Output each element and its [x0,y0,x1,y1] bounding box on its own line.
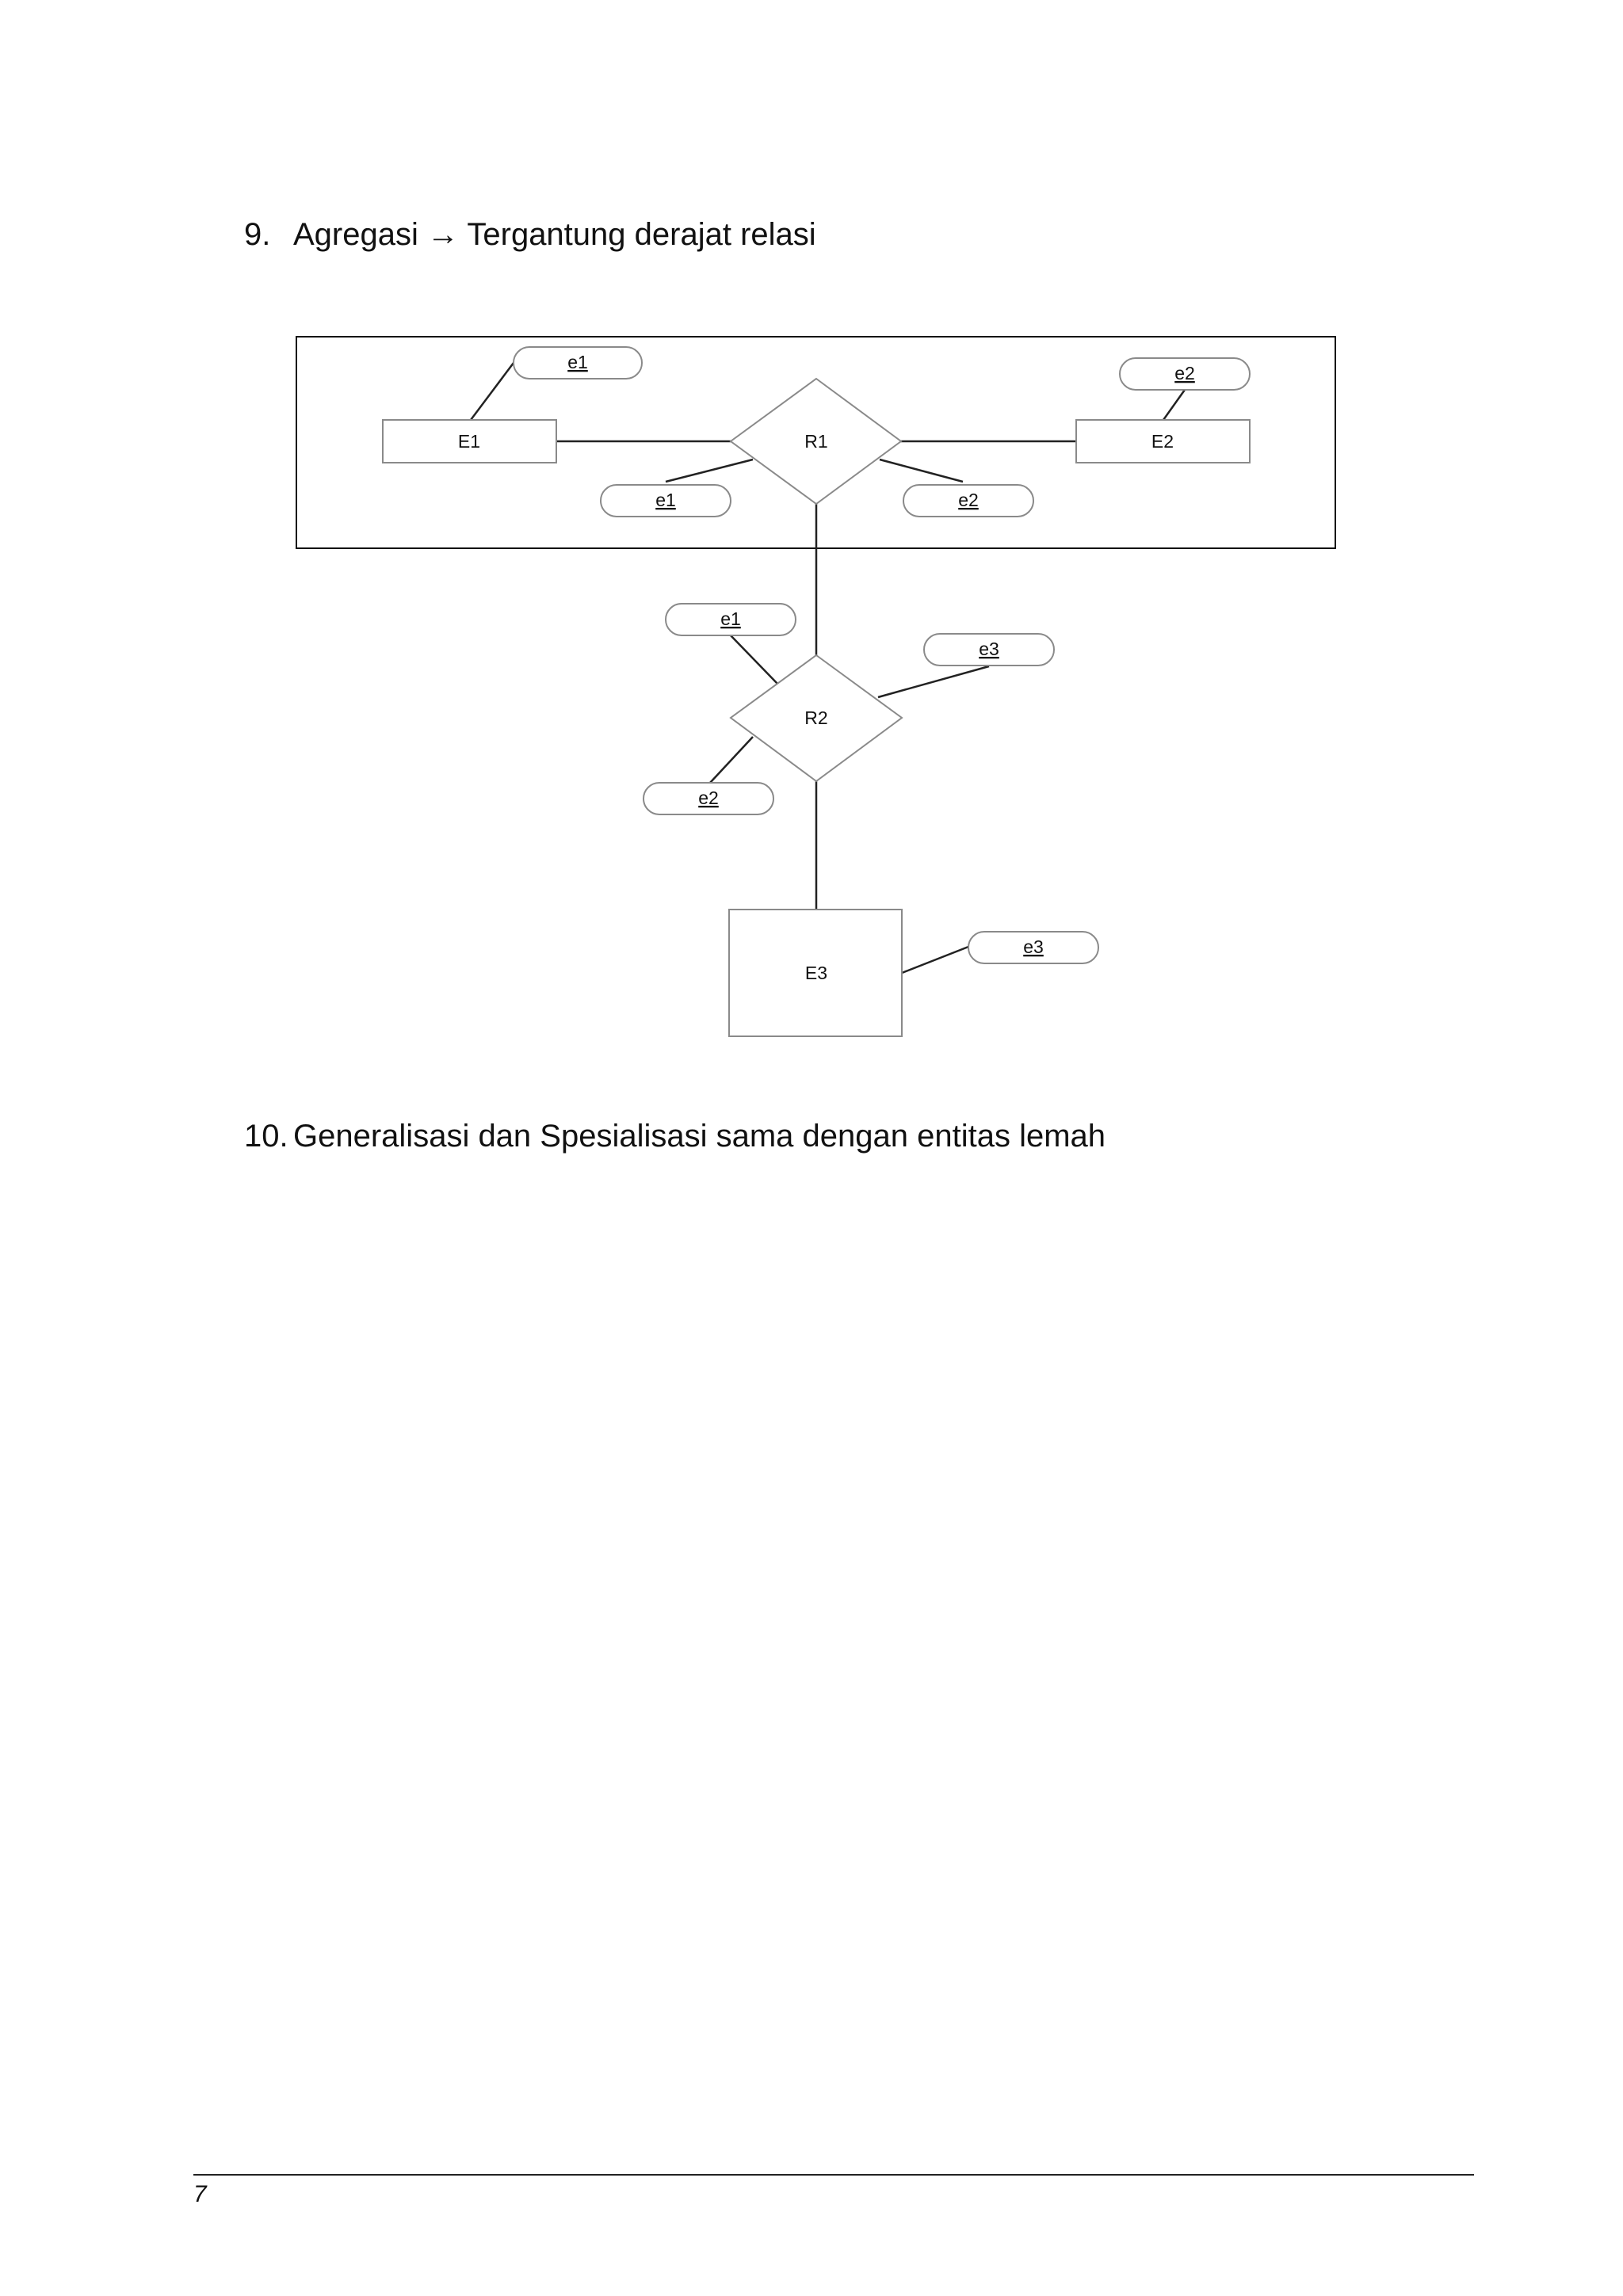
heading-text: Generalisasi dan Spesialisasi sama dengan entitas lemah [293,1119,1106,1154]
connector-e1-attr [471,363,514,420]
connector-r2-attr-e1 [729,634,778,685]
heading-text: Agregasi → Tergantung derajat relasi [293,217,816,252]
page-number: 7 [193,2181,207,2207]
list-number: 10. [244,1119,288,1154]
section-heading-generalization [244,1117,1106,1155]
connector-r1-attr-right [880,460,963,482]
connector-r1-attr-left [666,460,753,482]
list-number: 9. [244,217,271,252]
attribute-e3-label: e3 [1023,936,1044,957]
connector-r2-attr-e2 [710,737,753,783]
attribute-e2-top-label: e2 [1174,363,1195,383]
entity-e2-label: E2 [1151,431,1174,452]
attribute-r2-e1-label: e1 [720,608,741,629]
connector-e3-attr [902,947,968,973]
connector-r2-attr-e3 [878,666,989,697]
attribute-r1-right-label: e2 [958,490,979,510]
footer-divider [193,2174,1474,2176]
connector-e2-attr [1163,390,1185,420]
relation-r1-label: R1 [804,431,828,452]
attribute-r1-left-label: e1 [655,490,676,510]
attribute-r2-e3-label: e3 [979,639,999,659]
entity-e3-label: E3 [804,963,828,983]
entity-e1-label: E1 [457,431,481,452]
attribute-e1-top-label: e1 [567,352,588,372]
attribute-r2-e2-label: e2 [698,788,719,808]
relation-r2-label: R2 [804,707,828,728]
